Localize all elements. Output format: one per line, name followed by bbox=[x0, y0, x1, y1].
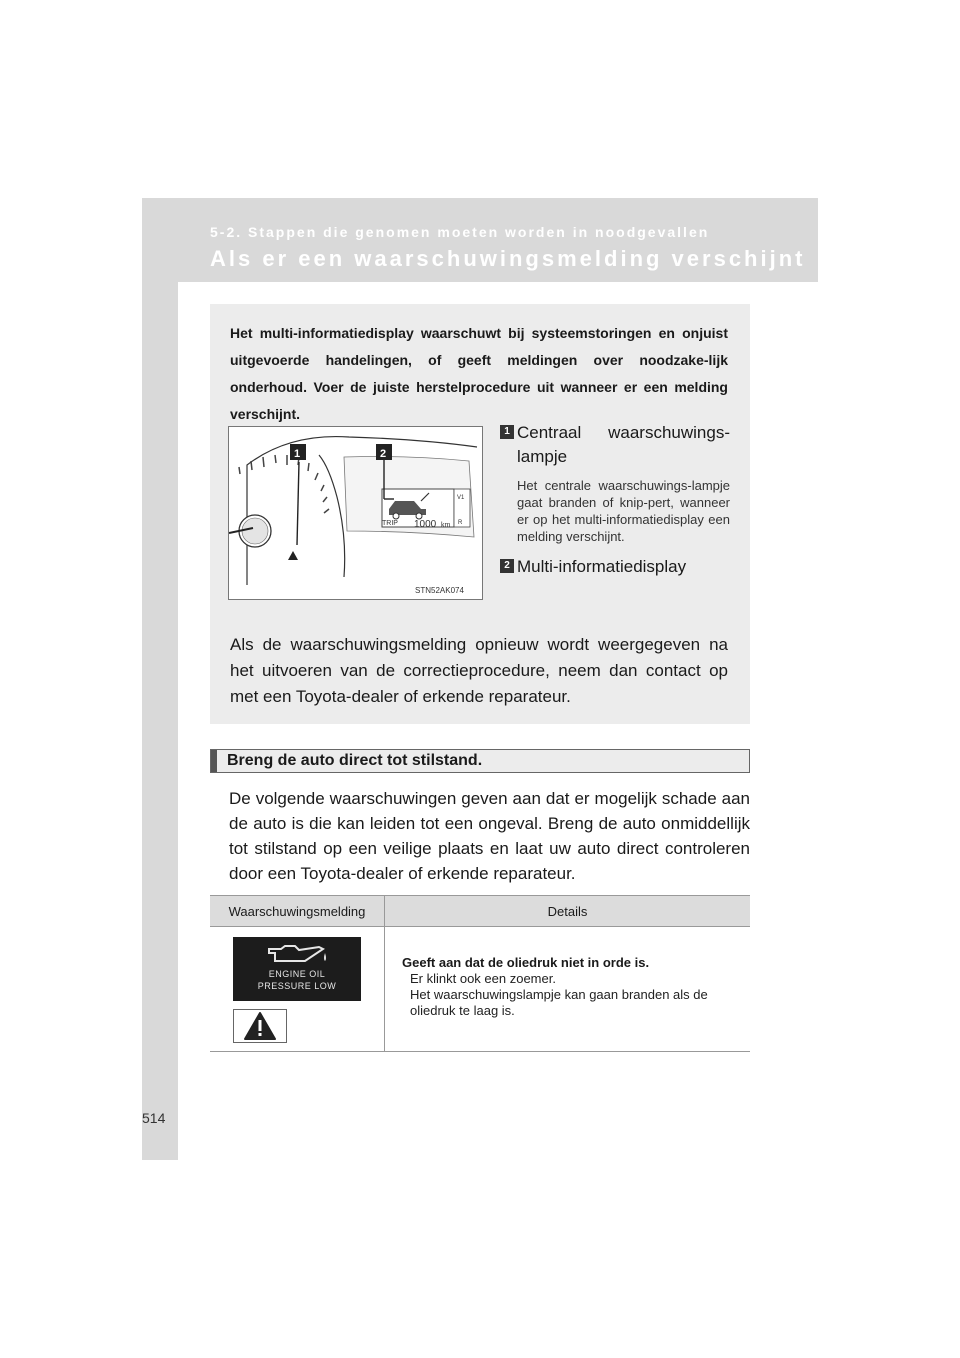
figure-code: STN52AK074 bbox=[415, 586, 464, 595]
intro-bottom-text: Als de waarschuwingsmelding opnieuw wordt weergegeven na het uitvoeren van de correctieprocedure, neem dan contact op met een Toyota-dealer of erkende reparateur. bbox=[230, 635, 728, 706]
warning-triangle-icon bbox=[233, 1009, 287, 1043]
heading-bar bbox=[211, 750, 217, 772]
column-header: Details bbox=[385, 896, 751, 927]
page-header bbox=[142, 198, 818, 282]
section-heading bbox=[210, 749, 750, 773]
engine-oil-display bbox=[233, 937, 361, 1001]
callout-label: Centraal waarschuwings-lampje bbox=[517, 423, 730, 466]
column-header: Waarschuwingsmelding bbox=[210, 896, 385, 927]
section-heading-text: Breng de auto direct tot stilstand. bbox=[227, 752, 483, 769]
message-cell bbox=[210, 927, 385, 1052]
page-number: 514 bbox=[142, 1110, 166, 1126]
display-unit-text: km bbox=[441, 522, 451, 529]
display-text-line-1: ENGINE OIL bbox=[268, 969, 326, 979]
callout-description: Het centrale waarschuwings-lampje gaat branden of knip-pert, wanneer er op het multi-informatiedisplay een melding verschijnt. bbox=[517, 478, 730, 544]
warning-lamp-icon bbox=[288, 551, 298, 560]
section-body-text: De volgende waarschuwingen geven aan dat er mogelijk schade aan de auto is die kan leiden tot een ongeval. Breng de auto onmiddellijk tot stilstand op een veilige plaats en laat uw auto direct controleren door een Toyota-dealer of erkende reparateur. bbox=[229, 789, 750, 883]
display-text-line-2: PRESSURE LOW bbox=[257, 981, 337, 991]
detail-line: Het waarschuwingslampje kan gaan branden als de oliedruk te laag is. bbox=[410, 987, 708, 1018]
page-side-strip bbox=[142, 198, 178, 1160]
detail-heading: Geeft aan dat de oliedruk niet in orde is. bbox=[402, 955, 650, 970]
page-title: Als er een waarschuwingsmelding verschijnt bbox=[210, 246, 806, 271]
table-header-row bbox=[210, 896, 750, 927]
detail-line: Er klinkt ook een zoemer. bbox=[410, 971, 556, 986]
callout-1-marker: 1 bbox=[294, 448, 301, 460]
callout-item-2 bbox=[500, 555, 730, 579]
display-value-text: 1000 bbox=[414, 519, 437, 530]
callout-2-marker: 2 bbox=[380, 448, 387, 460]
intro-box bbox=[210, 304, 750, 724]
instrument-cluster-illustration bbox=[228, 426, 483, 600]
callout-number: 1 bbox=[500, 425, 514, 439]
warning-message-table bbox=[210, 895, 750, 1052]
details-cell bbox=[385, 927, 751, 1052]
display-v1-text: V1 bbox=[457, 495, 465, 501]
display-trip-text: TRIP bbox=[382, 520, 398, 527]
oil-can-icon bbox=[233, 937, 361, 967]
intro-text: Het multi-informatiedisplay waarschuwt bij systeemstoringen en onjuist uitgevoerde handelingen, of geeft meldingen over noodzake-lijk onderhoud. Voer de juiste herstelprocedure uit wanneer er een melding verschijnt. bbox=[230, 325, 728, 422]
callout-item-1 bbox=[500, 421, 730, 545]
table-row bbox=[210, 927, 750, 1052]
callout-label: Multi-informatiedisplay bbox=[517, 557, 687, 576]
display-r-text: R bbox=[458, 520, 463, 526]
callout-number: 2 bbox=[500, 559, 514, 573]
section-label: 5-2. Stappen die genomen moeten worden in noodgevallen bbox=[210, 224, 710, 240]
callout-list bbox=[500, 421, 730, 579]
